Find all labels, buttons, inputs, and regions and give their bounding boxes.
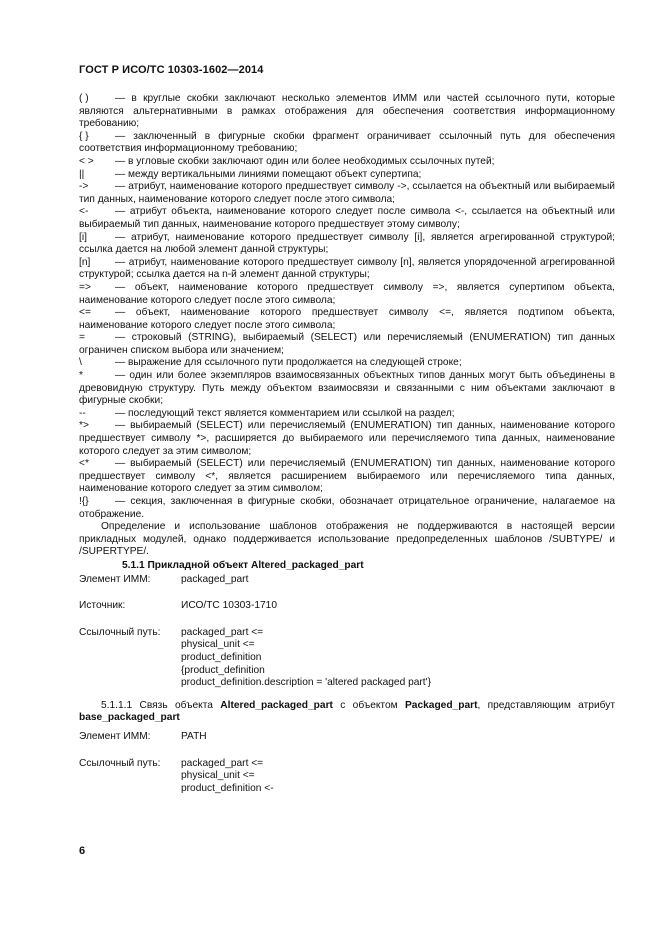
definition-text — [79, 206, 615, 231]
entity-name: Altered_packaged_part — [220, 699, 333, 711]
intro-text: , представляющим атрибут — [477, 699, 616, 711]
definition-text — [79, 93, 615, 131]
definition-item — [79, 257, 615, 282]
definition-symbol: || — [79, 168, 85, 180]
definition-item — [79, 131, 615, 156]
definition-symbol: <- — [79, 206, 89, 218]
field-value: PATH — [181, 730, 207, 742]
definition-item — [79, 156, 615, 169]
definition-symbol: { } — [79, 130, 89, 142]
path-line: product_definition <- — [181, 782, 274, 794]
definition-text-body: — строковый (STRING), выбираемый (SELECT) или перечисляемый (ENUMERATION) тип данных ограничен списком выбора или значением; — [79, 332, 615, 356]
element-imm-field — [79, 731, 615, 744]
definition-text-body: — в круглые скобки заключают несколько элементов ИММ или частей ссылочного пути, которые являются альтернативными в рамках отображения для обеспечения соответствия информационному требованию; — [79, 93, 615, 130]
element-imm-field — [79, 574, 615, 587]
field-label: Ссылочный путь: — [79, 757, 161, 769]
path-line: packaged_part <= — [181, 626, 264, 638]
source-field — [79, 600, 615, 613]
definition-text — [79, 332, 615, 357]
section-5-1-1-title: 5.1.1 Прикладной объект Altered_packaged_part — [122, 559, 364, 571]
definition-symbol: <= — [79, 307, 91, 319]
field-label: Элемент ИММ: — [79, 730, 151, 742]
definition-text-body: — объект, наименование которого предшествует символу <=, является подтипом объекта, наименование которого следует после этого символа; — [79, 307, 615, 331]
definition-symbol: *> — [79, 420, 89, 432]
definition-list — [79, 93, 615, 521]
definition-symbol: [i] — [79, 231, 87, 243]
definition-text-body: — последующий текст является комментарием или ссылкой на раздел; — [115, 407, 455, 419]
definition-text — [79, 156, 615, 169]
definition-item — [79, 169, 615, 182]
definition-text-body: — атрибут, наименование которого предшествует символу ->, ссылается на объектный или выбираемый тип данных, наименование которого следует после этого символа; — [79, 181, 615, 205]
definition-text-body: — атрибут, наименование которого предшествует символу [n], является упорядоченной агрегированной структурой; ссылка дается на n-й элемент данной структуры; — [79, 256, 615, 281]
path-line: {product_definition — [181, 664, 265, 676]
definition-text-body: — один или более экземпляров взаимосвязанных объектных типов данных могут быть объединены в древовидную структуру. Путь между объектом взаимосвязи и связанными с ним объектами заключают в фигурные скобки; — [79, 370, 615, 407]
definition-item — [79, 93, 615, 131]
definition-symbol: [n] — [79, 256, 91, 268]
definition-item — [79, 408, 615, 421]
definition-symbol: ( ) — [79, 93, 89, 104]
field-value: ИСО/ТС 10303-1710 — [181, 600, 278, 612]
definition-symbol: => — [79, 281, 91, 293]
definition-item — [79, 496, 615, 521]
intro-text: 5.1.1.1 Связь объекта — [101, 699, 221, 711]
document-header: ГОСТ Р ИСО/ТС 10303-1602—2014 — [79, 64, 264, 76]
definition-symbol: -- — [79, 407, 86, 419]
definition-item — [79, 332, 615, 357]
definition-symbol: < > — [79, 155, 94, 167]
definition-symbol: <* — [79, 458, 89, 470]
field-label: Источник: — [79, 600, 126, 612]
definition-text — [79, 257, 615, 282]
definition-text — [79, 370, 615, 408]
definition-item — [79, 420, 615, 458]
definition-text — [79, 169, 615, 182]
definition-text — [79, 408, 615, 421]
definition-symbol: = — [79, 332, 85, 344]
definition-item — [79, 181, 615, 206]
section-5-1-1-1-intro — [79, 700, 615, 725]
definition-item — [79, 357, 615, 370]
definition-text-body: — атрибут, наименование которого предшествует символу [i], является агрегированной структурой; ссылка дается на любой элемент данной структуры; — [79, 231, 615, 256]
definition-item — [79, 458, 615, 496]
definition-text — [79, 496, 615, 521]
definition-text-body: — заключенный в фигурные скобки фрагмент ограничивает ссылочный путь для обеспечения соответствия информационному требованию; — [79, 130, 615, 155]
definition-text — [79, 282, 615, 307]
definition-symbol: -> — [79, 181, 89, 193]
path-line: physical_unit <= — [181, 770, 255, 782]
definition-item — [79, 282, 615, 307]
definition-text-body: — секция, заключенная в фигурные скобки, обозначает отрицательное ограничение, налагаемое на отображение. — [79, 496, 615, 520]
definition-item — [79, 232, 615, 257]
definition-item — [79, 206, 615, 231]
entity-name: Packaged_part — [404, 699, 478, 711]
reference-path-field — [79, 627, 615, 690]
page-number: 6 — [79, 845, 86, 857]
path-line: physical_unit <= — [181, 639, 255, 651]
reference-path-field — [79, 758, 615, 796]
definition-text — [79, 232, 615, 257]
path-line: packaged_part <= — [181, 757, 264, 769]
definition-text-body: — в угловые скобки заключают один или более необходимых ссылочных путей; — [115, 155, 495, 167]
definition-text — [79, 420, 615, 458]
definition-symbol: !{} — [79, 496, 89, 507]
definition-text — [79, 181, 615, 206]
definition-text — [79, 357, 615, 370]
definition-symbol: \ — [79, 357, 82, 369]
document-body — [79, 93, 615, 795]
field-value: packaged_part — [181, 573, 249, 585]
definition-text-body: — выражение для ссылочного пути продолжается на следующей строке; — [115, 357, 462, 369]
definition-item — [79, 307, 615, 332]
definition-text-body: — выбираемый (SELECT) или перечисляемый (ENUMERATION) тип данных, наименование которого предшествует символу <*, является расширением выбираемого или перечисляемого типа данных, наименование которого следует за этим символом; — [79, 458, 615, 495]
definition-text-body: — между вертикальными линиями помещают объект супертипа; — [115, 168, 422, 180]
field-label: Элемент ИММ: — [79, 573, 151, 585]
note-paragraph: Определение и использование шаблонов отображения не поддерживаются в настоящей версии прикладных модулей, однако поддерживается использование предопределенных шаблонов /SUBTYPE/ и /SUPERTYPE/. — [79, 521, 615, 558]
path-line: product_definition — [181, 651, 262, 663]
definition-symbol: * — [79, 370, 83, 382]
path-line: product_definition.description = 'altered packaged part'} — [181, 677, 431, 689]
definition-text — [79, 131, 615, 156]
definition-text-body: — выбираемый (SELECT) или перечисляемый (ENUMERATION) тип данных, наименование которого предшествует символу *>, расширяется до выбираемого или перечисляемого типа данных, наименование которого следует за этим символом; — [79, 420, 615, 457]
intro-text: с объектом — [332, 699, 405, 711]
attribute-name: base_packaged_part — [79, 712, 180, 724]
definition-text-body: — объект, наименование которого предшествует символу =>, является супертипом объекта, наименование которого следует после этого символа; — [79, 281, 615, 306]
field-label: Ссылочный путь: — [79, 626, 161, 638]
definition-text — [79, 307, 615, 332]
definition-text — [79, 458, 615, 496]
definition-item — [79, 370, 615, 408]
definition-text-body: — атрибут объекта, наименование которого следует после символа <-, ссылается на объектный или выбираемый тип данных, наименование которого предшествует этому символу; — [79, 206, 615, 230]
